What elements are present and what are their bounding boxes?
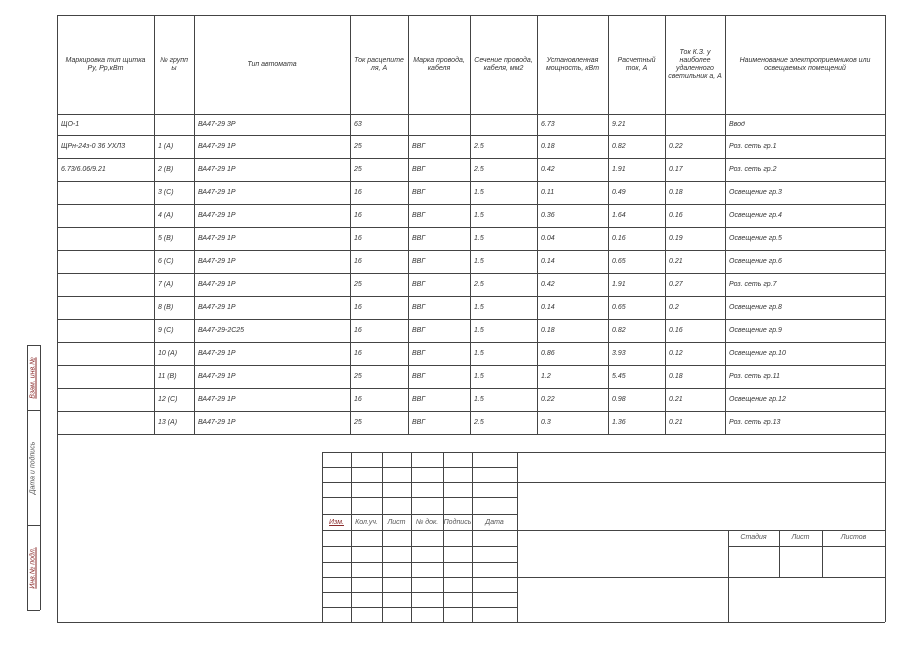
table-cell: 3.93: [612, 349, 626, 357]
table-cell: 0.19: [669, 234, 683, 242]
table-cell: 6.73/6.06/9.21: [61, 165, 106, 173]
grid-line: [57, 250, 885, 251]
table-cell: 0.22: [541, 395, 555, 403]
grid-line: [517, 530, 885, 531]
table-header-cell: Установленная мощность, кВт: [545, 56, 600, 72]
table-cell: 1.5: [474, 188, 484, 196]
grid-line: [57, 227, 885, 228]
table-cell: Ввод: [729, 120, 745, 128]
table-cell: 0.42: [541, 280, 555, 288]
table-cell: ВА47-29 1Р: [198, 418, 236, 426]
table-cell: ВВГ: [412, 303, 426, 311]
table-cell: ВВГ: [412, 211, 426, 219]
margin-label: Инв.№ подл.: [29, 546, 37, 589]
grid-line: [665, 15, 666, 434]
table-cell: ВА47-29-2С25: [198, 326, 245, 334]
table-cell: Освещение гр.3: [729, 188, 782, 196]
table-cell: 1.36: [612, 418, 626, 426]
table-cell: Роз. сеть гр.13: [729, 418, 781, 426]
table-cell: 16: [354, 211, 362, 219]
table-cell: Освещение гр.8: [729, 303, 782, 311]
table-cell: 0.18: [669, 188, 683, 196]
grid-line: [57, 15, 885, 16]
grid-line: [57, 273, 885, 274]
table-cell: 1.5: [474, 234, 484, 242]
grid-line: [382, 452, 383, 622]
table-cell: Освещение гр.4: [729, 211, 782, 219]
grid-line: [351, 452, 352, 622]
table-cell: 9.21: [612, 120, 626, 128]
table-header-cell: Ток расцепите ля, А: [354, 56, 404, 72]
table-cell: Роз. сеть гр.7: [729, 280, 777, 288]
grid-line: [57, 135, 885, 136]
table-cell: 1.91: [612, 280, 626, 288]
grid-line: [57, 181, 885, 182]
table-cell: 1.5: [474, 349, 484, 357]
table-cell: ВВГ: [412, 257, 426, 265]
table-cell: 16: [354, 257, 362, 265]
table-cell: Освещение гр.12: [729, 395, 786, 403]
table-cell: 25: [354, 280, 362, 288]
table-cell: 0.18: [669, 372, 683, 380]
stamp-change-header: № док.: [415, 519, 439, 526]
table-cell: ВВГ: [412, 418, 426, 426]
table-cell: ВВГ: [412, 326, 426, 334]
table-cell: 0.65: [612, 303, 626, 311]
grid-line: [885, 15, 886, 622]
table-cell: 63: [354, 120, 362, 128]
table-cell: 0.16: [669, 326, 683, 334]
table-header-cell: Тип автомата: [247, 60, 297, 68]
table-cell: 0.82: [612, 326, 626, 334]
grid-line: [322, 452, 885, 453]
table-cell: 9 (С): [158, 326, 174, 334]
table-cell: 1.5: [474, 303, 484, 311]
table-cell: 1.2: [541, 372, 551, 380]
table-cell: 0.98: [612, 395, 626, 403]
table-cell: ВВГ: [412, 395, 426, 403]
table-header-cell: № групп ы: [160, 56, 188, 72]
table-cell: 16: [354, 234, 362, 242]
table-cell: 0.12: [669, 349, 683, 357]
table-cell: ВА47-29 1Р: [198, 303, 236, 311]
table-cell: 16: [354, 395, 362, 403]
table-cell: 0.14: [541, 257, 555, 265]
table-cell: 0.27: [669, 280, 683, 288]
grid-line: [57, 158, 885, 159]
table-cell: ВА47-29 1Р: [198, 234, 236, 242]
table-cell: 0.16: [612, 234, 626, 242]
stamp-change-header: Подпись: [443, 519, 472, 526]
grid-line: [517, 577, 885, 578]
table-cell: ВВГ: [412, 188, 426, 196]
table-cell: 2.5: [474, 280, 484, 288]
table-cell: 11 (В): [158, 372, 177, 380]
table-cell: 1.5: [474, 395, 484, 403]
table-header-cell: Наименование электроприемников или освещаемых помещений: [739, 56, 871, 72]
table-cell: 3 (С): [158, 188, 174, 196]
grid-line: [57, 319, 885, 320]
table-cell: 0.21: [669, 418, 683, 426]
table-cell: ВА47-29 1Р: [198, 372, 236, 380]
table-cell: 1.5: [474, 257, 484, 265]
grid-line: [470, 15, 471, 434]
grid-line: [517, 452, 518, 622]
grid-line: [411, 452, 412, 622]
stamp-sheet-header: Стадия: [740, 534, 767, 541]
grid-line: [57, 296, 885, 297]
table-cell: 25: [354, 142, 362, 150]
table-cell: ЩРн-24з-0 36 УХЛ3: [61, 142, 126, 150]
table-cell: Освещение гр.9: [729, 326, 782, 334]
table-cell: 16: [354, 188, 362, 196]
table-cell: Освещение гр.5: [729, 234, 782, 242]
grid-line: [725, 15, 726, 434]
table-cell: 25: [354, 418, 362, 426]
grid-line: [57, 342, 885, 343]
table-cell: 25: [354, 165, 362, 173]
grid-line: [728, 530, 729, 622]
stamp-sheet-header: Лист: [791, 534, 810, 541]
table-cell: 16: [354, 326, 362, 334]
table-cell: 16: [354, 303, 362, 311]
table-cell: Роз. сеть гр.11: [729, 372, 780, 380]
grid-line: [608, 15, 609, 434]
stamp-change-header: Изм.: [329, 519, 344, 526]
table-cell: ВВГ: [412, 142, 426, 150]
table-cell: ВВГ: [412, 280, 426, 288]
table-cell: 7 (А): [158, 280, 174, 288]
grid-line: [537, 15, 538, 434]
table-cell: 4 (А): [158, 211, 174, 219]
table-cell: 2.5: [474, 142, 484, 150]
table-cell: ВВГ: [412, 372, 426, 380]
table-cell: 1.91: [612, 165, 626, 173]
table-header-cell: Маркировка тип щитка Ру, Рр,кВт: [65, 56, 146, 72]
grid-line: [57, 365, 885, 366]
table-header-cell: Сечение провода, кабеля, мм2: [474, 56, 533, 72]
stamp-change-header: Кол.уч.: [355, 519, 378, 526]
table-cell: 0.49: [612, 188, 626, 196]
margin-label: Взам. инв.№: [29, 356, 37, 399]
stamp-sheet-header: Листов: [840, 534, 867, 541]
table-cell: Освещение гр.10: [729, 349, 786, 357]
table-cell: 0.22: [669, 142, 683, 150]
table-cell: 2 (В): [158, 165, 174, 173]
table-cell: 5.45: [612, 372, 626, 380]
table-cell: 0.18: [541, 326, 555, 334]
table-cell: 13 (А): [158, 418, 178, 426]
table-cell: 0.21: [669, 395, 683, 403]
table-cell: 0.14: [541, 303, 555, 311]
table-header-cell: Расчетный ток, А: [617, 56, 656, 72]
table-cell: ВА47-29 1Р: [198, 211, 236, 219]
table-cell: ВВГ: [412, 165, 426, 173]
table-cell: ВА47-29 1Р: [198, 395, 236, 403]
table-cell: ВА47-29 1Р: [198, 257, 236, 265]
table-cell: 0.11: [541, 188, 555, 196]
table-cell: 1.64: [612, 211, 626, 219]
table-cell: 0.82: [612, 142, 626, 150]
table-cell: 10 (А): [158, 349, 178, 357]
grid-line: [57, 622, 885, 623]
table-header-cell: Марка провода, кабеля: [413, 56, 465, 72]
table-cell: 0.65: [612, 257, 626, 265]
table-cell: ВА47-29 1Р: [198, 165, 236, 173]
table-cell: 0.21: [669, 257, 683, 265]
table-cell: 0.18: [541, 142, 555, 150]
stamp-change-header: Лист: [387, 519, 406, 526]
grid-line: [472, 452, 473, 622]
table-cell: 1.5: [474, 326, 484, 334]
stamp-change-header: Дата: [485, 519, 504, 526]
table-cell: ВВГ: [412, 234, 426, 242]
table-cell: 25: [354, 372, 362, 380]
table-cell: ВА47-29 1Р: [198, 142, 236, 150]
grid-line: [443, 452, 444, 622]
table-cell: 1 (А): [158, 142, 174, 150]
table-cell: 12 (С): [158, 395, 178, 403]
table-cell: Освещение гр.6: [729, 257, 782, 265]
grid-line: [154, 15, 155, 434]
grid-line: [350, 15, 351, 434]
table-cell: 1.5: [474, 211, 484, 219]
table-cell: 2.5: [474, 418, 484, 426]
table-cell: 0.42: [541, 165, 555, 173]
grid-line: [57, 411, 885, 412]
grid-line: [57, 114, 885, 115]
table-header-cell: Ток К.З. у наиболее удаленного светильник а, А: [668, 48, 722, 80]
grid-line: [408, 15, 409, 434]
table-cell: 6.73: [541, 120, 555, 128]
table-cell: 0.3: [541, 418, 551, 426]
grid-line: [57, 434, 885, 435]
grid-line: [322, 452, 323, 622]
table-cell: 0.04: [541, 234, 555, 242]
grid-line: [517, 482, 885, 483]
table-cell: 0.36: [541, 211, 555, 219]
table-cell: 5 (В): [158, 234, 174, 242]
table-cell: ЩО-1: [61, 120, 80, 128]
table-cell: 8 (В): [158, 303, 174, 311]
table-cell: ВА47-29 3Р: [198, 120, 236, 128]
table-cell: Роз. сеть гр.1: [729, 142, 777, 150]
table-cell: 16: [354, 349, 362, 357]
margin-label: Дата и подпись: [29, 441, 37, 494]
grid-line: [728, 546, 885, 547]
table-cell: Роз. сеть гр.2: [729, 165, 777, 173]
table-cell: 0.16: [669, 211, 683, 219]
table-cell: ВА47-29 1Р: [198, 188, 236, 196]
grid-line: [194, 15, 195, 434]
table-cell: 2.5: [474, 165, 484, 173]
table-cell: ВВГ: [412, 349, 426, 357]
table-cell: 0.86: [541, 349, 555, 357]
table-cell: 1.5: [474, 372, 484, 380]
table-cell: 0.2: [669, 303, 679, 311]
table-cell: ВА47-29 1Р: [198, 349, 236, 357]
table-cell: ВА47-29 1Р: [198, 280, 236, 288]
table-cell: 0.17: [669, 165, 683, 173]
table-cell: 6 (С): [158, 257, 174, 265]
grid-line: [57, 204, 885, 205]
grid-line: [57, 388, 885, 389]
grid-line: [40, 345, 41, 610]
